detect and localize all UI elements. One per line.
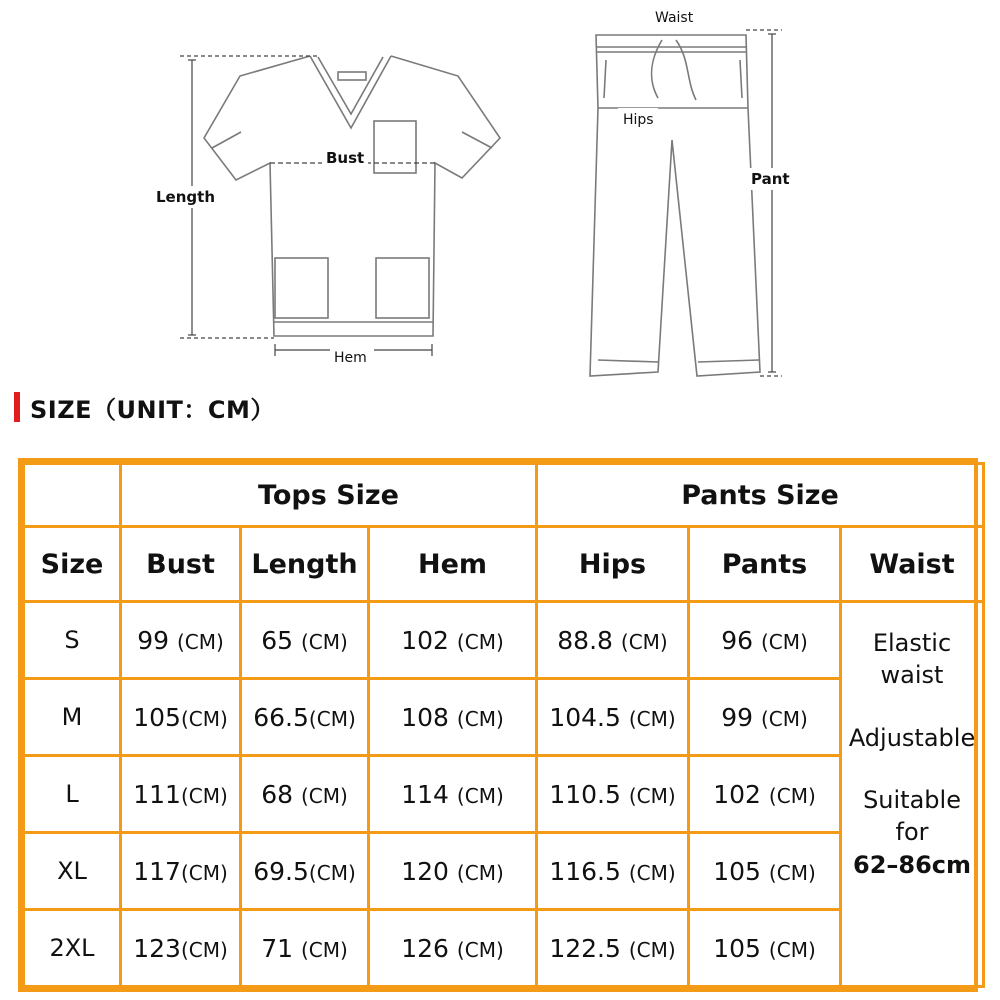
- size-cell: XL: [24, 833, 121, 910]
- table-row: [24, 833, 984, 910]
- unit-label: (CM): [628, 706, 676, 731]
- size-chart-table: [18, 458, 978, 992]
- table-row: [24, 679, 984, 756]
- length-value: 71: [261, 933, 294, 963]
- scrub-pants-illustration: [590, 35, 760, 376]
- table-row: [24, 756, 984, 833]
- hips-value: 88.8: [557, 625, 613, 655]
- size-cell: L: [24, 756, 121, 833]
- table-row: [24, 910, 984, 987]
- hem-value: 126: [401, 933, 449, 963]
- hips-label: Hips: [623, 112, 654, 128]
- length-label: Length: [156, 188, 215, 206]
- pants-value: 99: [721, 702, 754, 732]
- hem-value: 114: [401, 779, 449, 809]
- waist-note-cell: [841, 602, 984, 987]
- unit-label: (CM): [180, 937, 228, 962]
- section-accent-bar: [14, 392, 20, 422]
- unit-label: (CM): [620, 629, 668, 654]
- hem-value: 108: [401, 702, 449, 732]
- unit-label: (CM): [456, 706, 504, 731]
- col-header-length: Length: [241, 527, 369, 602]
- unit-label: (CM): [768, 860, 816, 885]
- top-measure-lines: [180, 56, 435, 356]
- pants-value: 105: [713, 933, 761, 963]
- col-header-size: Size: [24, 527, 121, 602]
- bust-value: 99: [137, 625, 170, 655]
- unit-label: (CM): [300, 937, 348, 962]
- hem-value: 120: [401, 856, 449, 886]
- section-title: SIZE（UNIT：CM）: [30, 395, 275, 424]
- unit-label: (CM): [300, 783, 348, 808]
- unit-label: (CM): [768, 783, 816, 808]
- col-header-hem: Hem: [369, 527, 537, 602]
- bust-value: 105: [133, 702, 181, 732]
- pants-value: 105: [713, 856, 761, 886]
- hips-value: 104.5: [549, 702, 621, 732]
- col-header-pants: Pants: [689, 527, 841, 602]
- unit-label: (CM): [628, 937, 676, 962]
- bust-value: 111: [133, 779, 181, 809]
- bust-value: 123: [133, 933, 181, 963]
- length-value: 69.5: [253, 856, 309, 886]
- size-cell: M: [24, 679, 121, 756]
- bust-label: Bust: [326, 149, 365, 167]
- waist-note-line: Suitable: [863, 786, 961, 814]
- hips-value: 122.5: [549, 933, 621, 963]
- pants-measure-lines: [746, 30, 782, 376]
- unit-label: (CM): [176, 629, 224, 654]
- waist-note-line: for: [895, 818, 929, 847]
- size-cell: S: [24, 602, 121, 679]
- unit-label: (CM): [456, 629, 504, 654]
- corner-cell: [24, 464, 121, 527]
- unit-label: (CM): [180, 783, 228, 808]
- unit-label: (CM): [180, 706, 228, 731]
- waist-range: 62–86cm: [853, 850, 972, 879]
- unit-label: (CM): [300, 629, 348, 654]
- col-header-waist: Waist: [841, 527, 984, 602]
- hem-label: Hem: [334, 350, 367, 366]
- tops-size-header: Tops Size: [121, 464, 537, 527]
- table-row: [24, 602, 984, 679]
- length-value: 68: [261, 779, 294, 809]
- unit-label: (CM): [456, 937, 504, 962]
- pants-size-header: Pants Size: [537, 464, 984, 527]
- unit-label: (CM): [760, 706, 808, 731]
- hem-value: 102: [401, 625, 449, 655]
- pant-length-label: Pant: [751, 170, 790, 188]
- length-value: 65: [261, 625, 294, 655]
- unit-label: (CM): [180, 860, 228, 885]
- waist-note-line: Adjustable: [848, 723, 976, 752]
- size-cell: 2XL: [24, 910, 121, 987]
- waist-note-line: Elastic: [872, 628, 952, 657]
- garment-size-diagram: [0, 0, 1000, 380]
- unit-label: (CM): [456, 860, 504, 885]
- unit-label: (CM): [456, 783, 504, 808]
- col-header-hips: Hips: [537, 527, 689, 602]
- unit-label: (CM): [768, 937, 816, 962]
- col-header-bust: Bust: [121, 527, 241, 602]
- hips-value: 116.5: [549, 856, 621, 886]
- scrub-top-illustration: [204, 56, 500, 336]
- unit-label: (CM): [308, 860, 356, 885]
- hips-value: 110.5: [549, 779, 621, 809]
- length-value: 66.5: [253, 702, 309, 732]
- unit-label: (CM): [760, 629, 808, 654]
- bust-value: 117: [133, 856, 181, 886]
- size-section-header: [14, 390, 275, 424]
- pants-value: 102: [713, 779, 761, 809]
- waist-note-line: waist: [880, 661, 944, 690]
- unit-label: (CM): [628, 860, 676, 885]
- waist-label: Waist: [655, 10, 694, 26]
- pants-value: 96: [721, 625, 754, 655]
- unit-label: (CM): [308, 706, 356, 731]
- unit-label: (CM): [628, 783, 676, 808]
